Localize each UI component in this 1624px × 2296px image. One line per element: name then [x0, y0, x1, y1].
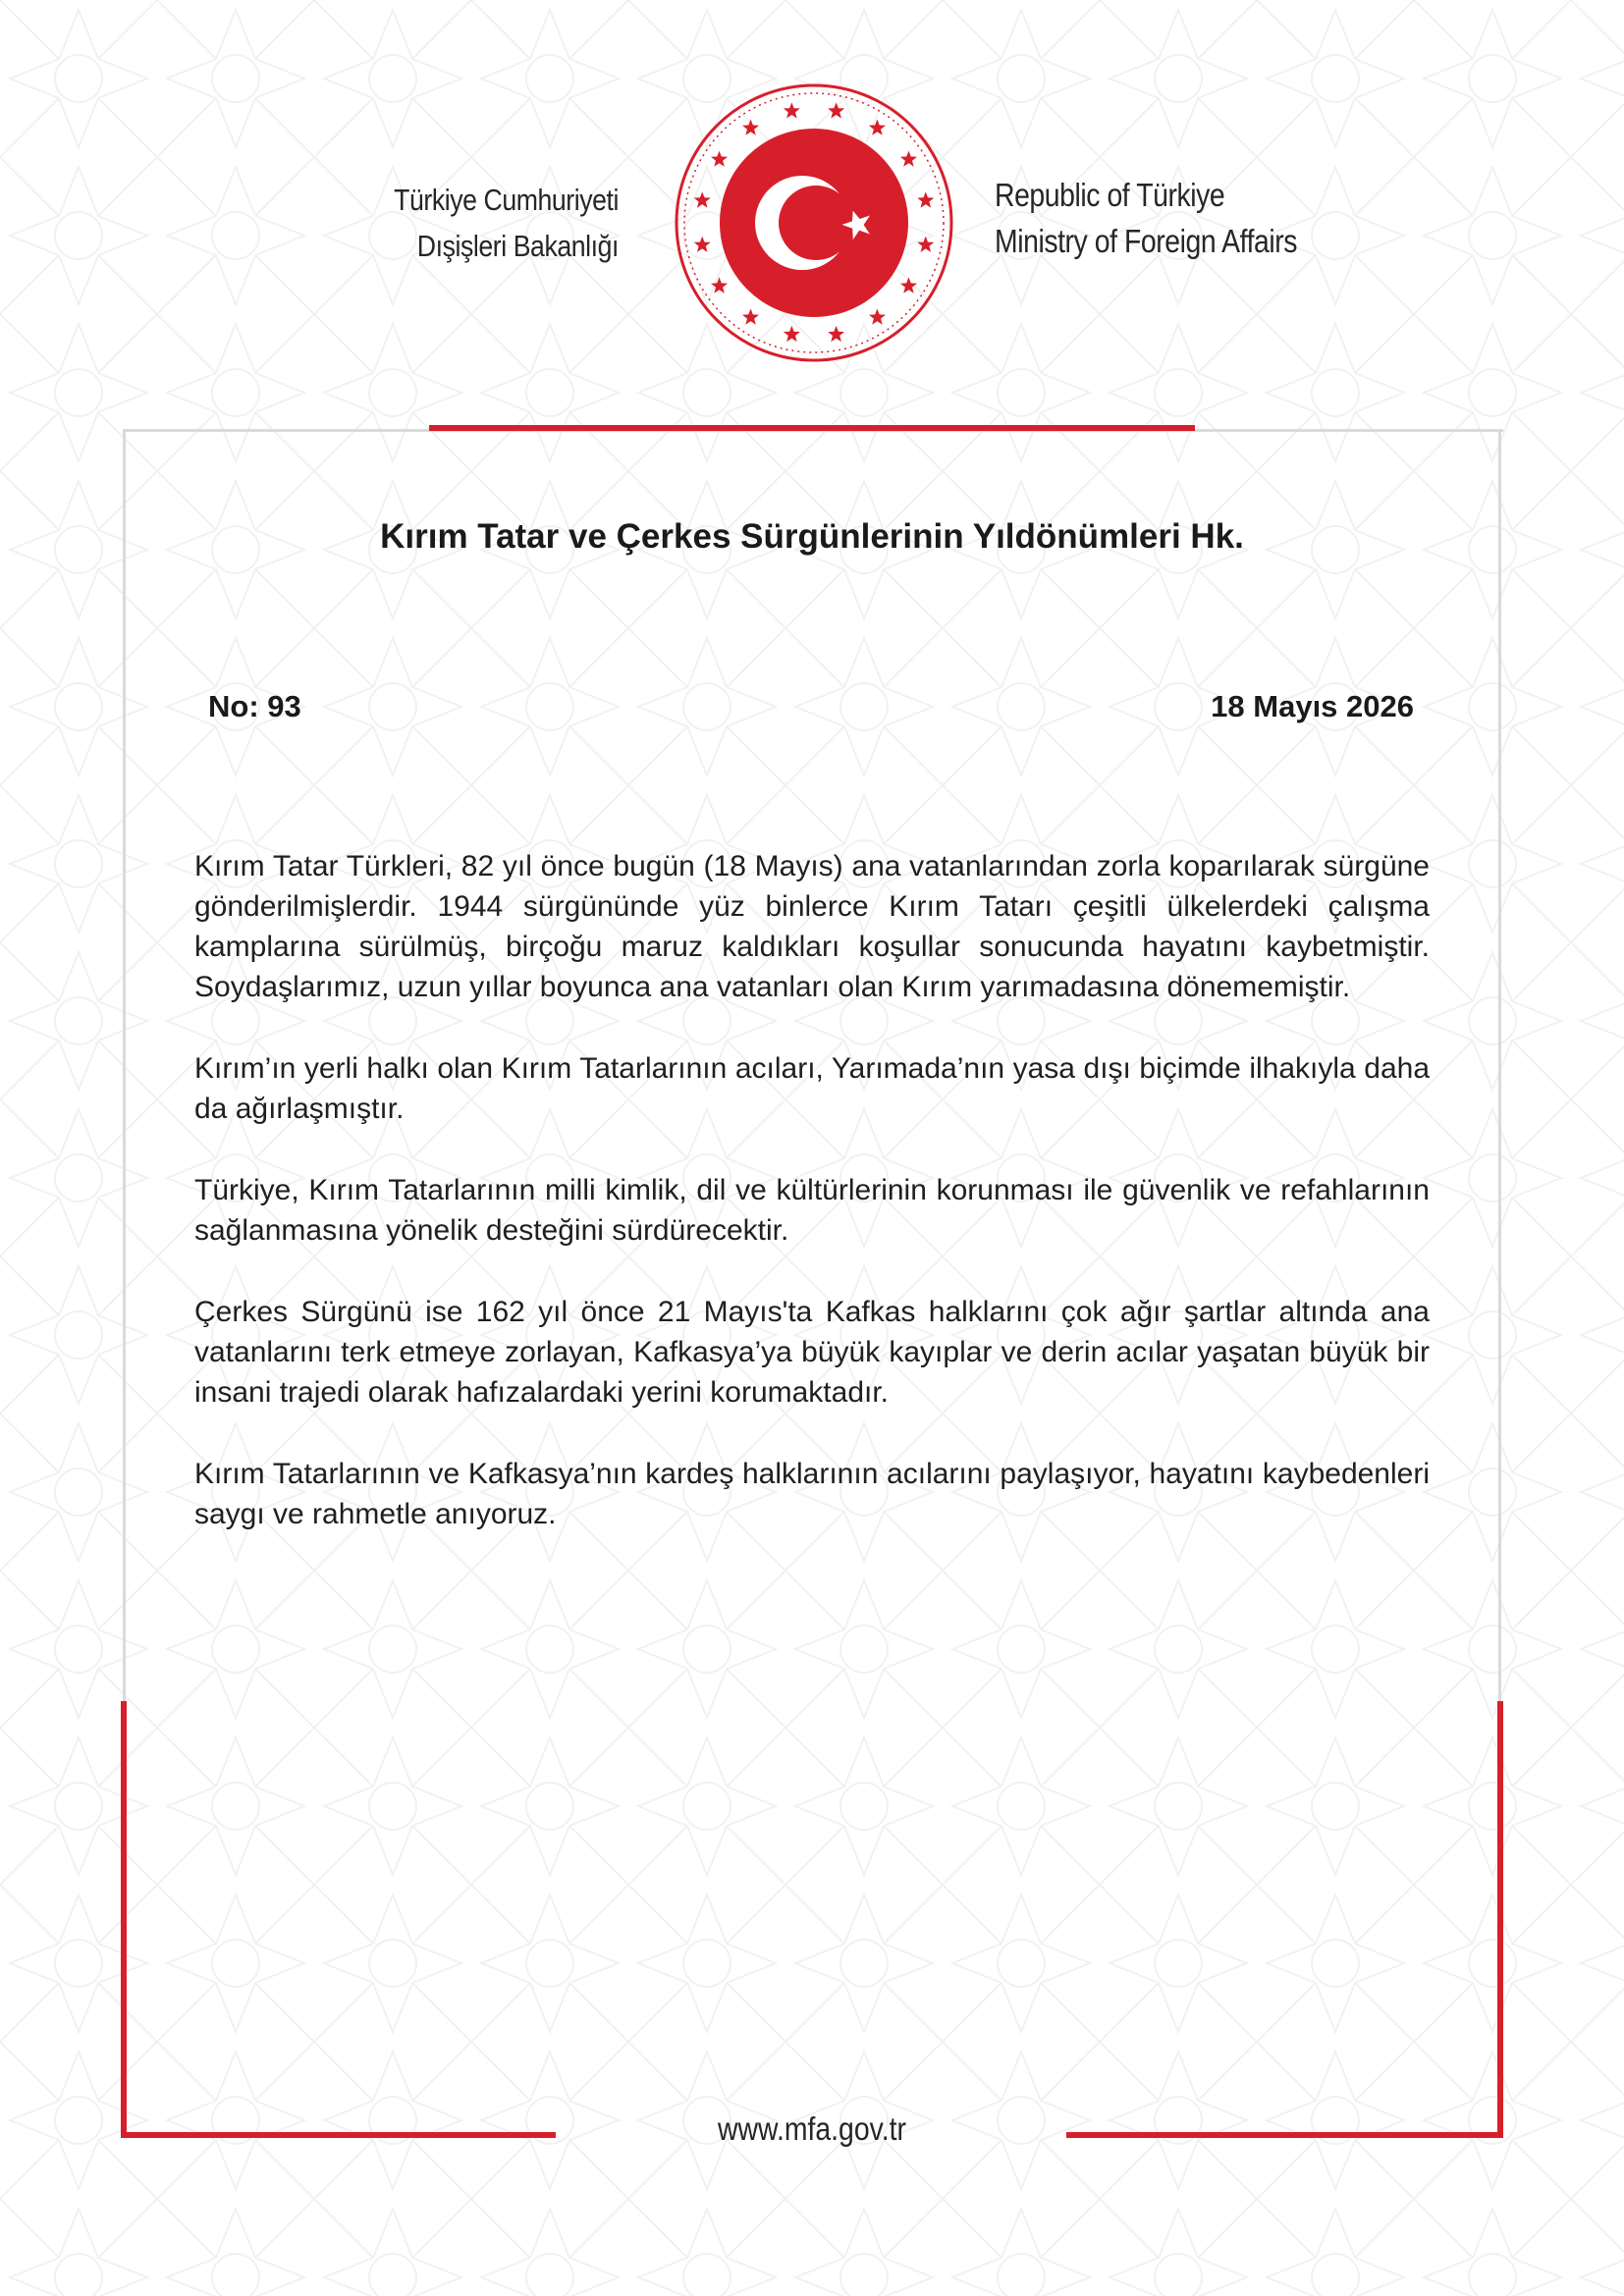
- frame-right-gray-line: [1498, 429, 1501, 1705]
- org-name-english: [995, 172, 1349, 264]
- document-date: 18 Mayıs 2026: [1211, 689, 1414, 723]
- frame-right-red-line: [1497, 1701, 1503, 2138]
- seal-star-icon: [694, 191, 711, 207]
- document-title: Kırım Tatar ve Çerkes Sürgünlerinin Yıldönümleri Hk.: [380, 517, 1244, 556]
- seal-star-icon: [828, 102, 844, 118]
- body-paragraph: Kırım’ın yerli halkı olan Kırım Tatarlarının acıları, Yarımada’nın yasa dışı biçimde ilhakıyla daha da ağırlaşmıştır.: [194, 1052, 1430, 1125]
- seal-star-icon: [742, 120, 759, 135]
- org-en-line1: Republic of Türkiye: [995, 177, 1225, 213]
- seal-star-icon: [711, 277, 728, 293]
- footer-website-link[interactable]: www.mfa.gov.tr: [718, 2110, 906, 2147]
- seal-star-icon: [694, 237, 711, 252]
- ministry-seal-icon: [673, 81, 955, 364]
- seal-star-icon: [917, 191, 934, 207]
- document-number: No: 93: [208, 689, 301, 723]
- seal-star-icon: [711, 151, 728, 167]
- org-en-line2: Ministry of Foreign Affairs: [995, 223, 1298, 259]
- seal-star-icon: [869, 309, 886, 325]
- seal-star-icon: [917, 237, 934, 252]
- org-tr-line1: Türkiye Cumhuriyeti: [394, 183, 619, 217]
- org-name-turkish: [323, 177, 619, 269]
- seal-star-icon: [900, 151, 917, 167]
- seal-star-icon: [828, 326, 844, 342]
- frame-left-red-line: [121, 1701, 127, 2138]
- frame-left-gray-line: [123, 429, 126, 1705]
- seal-star-icon: [742, 309, 759, 325]
- seal-star-icon: [869, 120, 886, 135]
- seal-star-icon: [784, 102, 800, 118]
- body-paragraph: Kırım Tatar Türkleri, 82 yıl önce bugün (18 Mayıs) ana vatanlarından zorla koparılarak sürgüne gönderilmişlerdir. 1944 sürgününde yüz binlerce Kırım Tatarı çeşitli ülkelerdeki çalışma kamplarına sürülmüş, birçoğu maruz kaldıkları koşullar sonucunda hayatını kaybetmiştir. Soydaşlarımız, uzun yıllar boyunca ana vatanları olan Kırım yarımadasına dönememiştir.: [194, 850, 1430, 1003]
- body-paragraph: Türkiye, Kırım Tatarlarının milli kimlik, dil ve kültürlerinin korunması ile güvenlik ve refahlarının sağlanmasına yönelik desteğini sürdürecektir.: [194, 1174, 1430, 1247]
- frame-top-accent-line: [429, 425, 1195, 431]
- body-paragraph: Kırım Tatarlarının ve Kafkasya’nın kardeş halklarının acılarını paylaşıyor, hayatını kaybedenleri saygı ve rahmetle anıyoruz.: [194, 1458, 1430, 1530]
- org-tr-line2: Dışişleri Bakanlığı: [416, 229, 619, 263]
- body-paragraph: Çerkes Sürgünü ise 162 yıl önce 21 Mayıs'ta Kafkas halklarını çok ağır şartlar altında ana vatanlarını terk etmeye zorlayan, Kafkasya’ya büyük kayıplar ve derin acılar yaşatan büyük bir insani trajedi olarak hafızalardaki yerini korumaktadır.: [194, 1296, 1430, 1409]
- document-body: [194, 846, 1430, 1575]
- seal-star-icon: [900, 277, 917, 293]
- seal-star-icon: [784, 326, 800, 342]
